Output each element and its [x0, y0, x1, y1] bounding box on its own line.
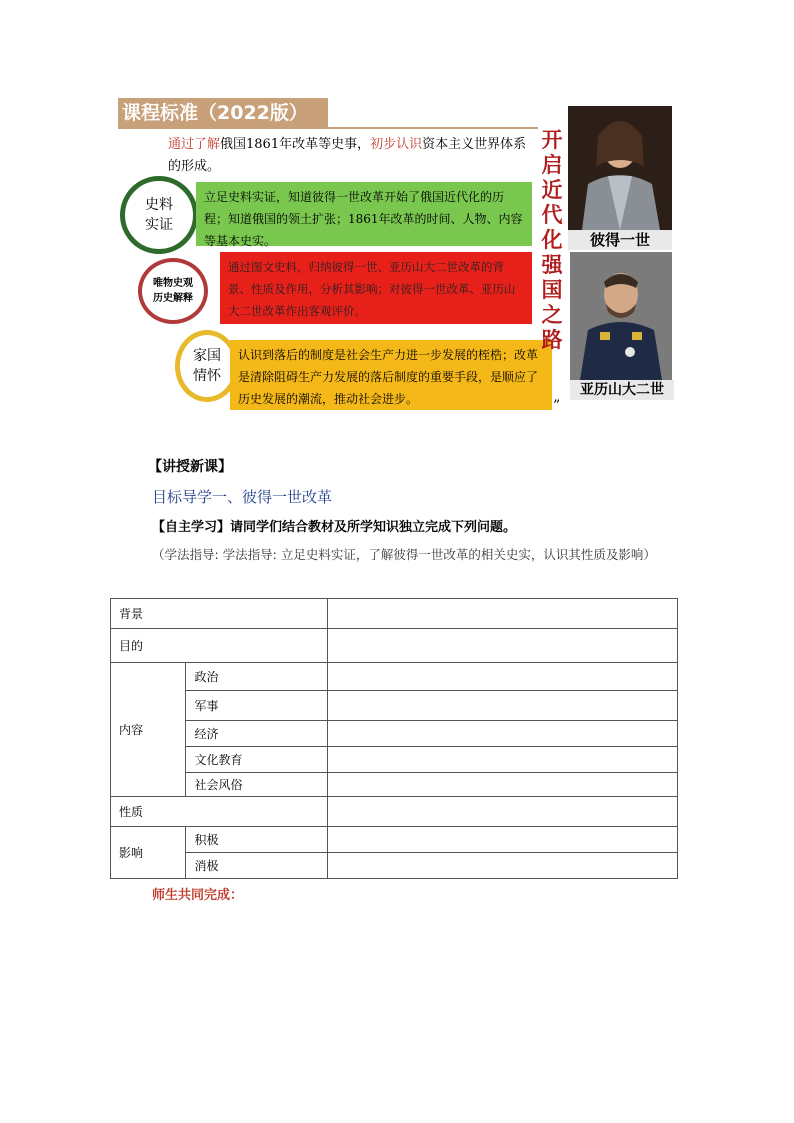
standard-seg1: 通过了解 [168, 137, 221, 152]
portrait-alexander-label: 亚历山大二世 [570, 380, 674, 400]
sub-label-culture: 文化教育 [186, 747, 327, 773]
teach-together-label: 师生共同完成： [152, 888, 244, 903]
answer-cell-background[interactable] [327, 599, 677, 629]
goal-heading: 目标导学一、彼得一世改革 [152, 488, 333, 506]
table-row [111, 663, 678, 691]
table-row [111, 827, 678, 853]
answer-cell-politics[interactable] [327, 663, 677, 691]
circle-patriotism-label: 家国 情怀 [193, 348, 221, 384]
box-patriotism: 认识到落后的制度是社会生产力进一步发展的桎梏；改革是清除阻碍生产力发展的落后制度的重要手段，是顺应了历史发展的潮流，推动社会进步。 [230, 340, 552, 410]
sub-label-negative: 消极 [186, 853, 327, 879]
sub-label-politics: 政治 [186, 663, 327, 691]
answer-cell-culture[interactable] [327, 747, 677, 773]
vertical-slogan: 开启近代化强国之路 [541, 128, 563, 352]
row-label-content: 内容 [111, 663, 186, 797]
answer-cell-purpose[interactable] [327, 629, 677, 663]
self-study-heading: 【自主学习】请同学们结合教材及所学知识独立完成下列问题。 [152, 520, 517, 535]
table-row [111, 747, 678, 773]
answer-cell-economy[interactable] [327, 721, 677, 747]
portrait-peter [568, 106, 672, 230]
row-label-nature: 性质 [111, 797, 328, 827]
banner-title: 课程标准（2022版） [118, 98, 328, 128]
standard-text [168, 134, 538, 178]
table-row [111, 797, 678, 827]
table-row [111, 691, 678, 721]
portrait-alexander [570, 252, 672, 380]
table-row [111, 773, 678, 797]
circle-materialism [138, 258, 208, 324]
lecture-heading: 【讲授新课】 [148, 459, 232, 475]
table-row [111, 853, 678, 879]
portrait-peter-label: 彼得一世 [568, 230, 672, 250]
circle-evidence-label: 史料 实证 [145, 197, 173, 233]
box-evidence: 立足史料实证，知道彼得一世改革开始了俄国近代化的历程；知道俄国的领土扩张；1861年改革的时间、人物、内容等基本史实。 [196, 182, 532, 246]
answer-cell-military[interactable] [327, 691, 677, 721]
standard-seg3: 初步认识 [370, 137, 423, 152]
answer-cell-positive[interactable] [327, 827, 677, 853]
answer-cell-negative[interactable] [327, 853, 677, 879]
table-row [111, 629, 678, 663]
box-materialism: 通过图文史料，归纳彼得一世、亚历山大二世改革的背景、性质及作用，分析其影响；对彼得一世改革、亚历山大二世改革作出客观评价。 [220, 252, 532, 324]
standard-seg4: 资本主义世界体系的形成。 [168, 137, 527, 174]
answer-cell-customs[interactable] [327, 773, 677, 797]
row-label-purpose: 目的 [111, 629, 328, 663]
row-label-background: 背景 [111, 599, 328, 629]
table-row [111, 721, 678, 747]
sub-label-positive: 积极 [186, 827, 327, 853]
reform-table [110, 598, 678, 880]
circle-evidence [120, 176, 198, 254]
sub-label-military: 军事 [186, 691, 327, 721]
study-guide: （学法指导: 学法指导: 立足史料实证，了解彼得一世改革的相关史实，认识其性质及影响） [152, 547, 656, 562]
circle-materialism-label: 唯物史观 历史解释 [153, 278, 193, 304]
table-row [111, 599, 678, 629]
answer-cell-nature[interactable] [327, 797, 677, 827]
title-underline [118, 127, 538, 129]
sub-label-customs: 社会风俗 [186, 773, 327, 797]
row-label-impact: 影响 [111, 827, 186, 879]
standard-seg2: 俄国1861年改革等史事， [220, 137, 371, 152]
sub-label-economy: 经济 [186, 721, 327, 747]
quote-mark: ” [553, 398, 561, 414]
